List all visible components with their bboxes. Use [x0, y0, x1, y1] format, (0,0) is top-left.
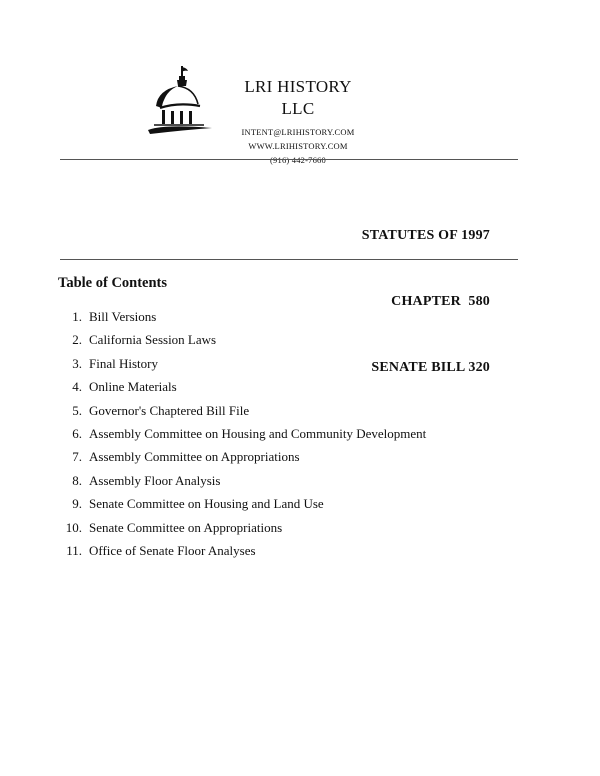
toc-item-senate-housing[interactable]: [60, 492, 426, 515]
toc-label: Senate Committee on Housing and Land Use: [89, 496, 324, 512]
toc-label: Bill Versions: [89, 309, 157, 324]
toc-item-bill-versions[interactable]: [60, 305, 426, 328]
toc-number: 5.: [72, 402, 82, 418]
toc-list: [60, 305, 426, 562]
bill-number: SENATE BILL 320: [371, 360, 490, 375]
toc-label: Assembly Floor Analysis: [89, 472, 221, 488]
company-website[interactable]: WWW.LRIHISTORY.COM: [248, 141, 348, 151]
toc-item-session-laws[interactable]: [60, 328, 426, 351]
toc-item-assembly-floor[interactable]: [60, 469, 426, 492]
toc-number: 4.: [72, 379, 82, 395]
toc-label: Online Materials: [89, 379, 177, 395]
toc-number: 3.: [72, 355, 82, 371]
statutes-year: STATUTES OF 1997: [361, 228, 490, 243]
toc-title: Table of Contents: [58, 275, 168, 291]
toc-number: 9.: [72, 496, 82, 512]
toc-item-senate-appropriations[interactable]: [60, 516, 426, 539]
toc-number: 7.: [72, 449, 82, 465]
toc-label: California Session Laws: [89, 332, 217, 348]
toc-label: Office of Senate Floor Analyses: [89, 542, 256, 558]
toc-item-online-materials[interactable]: [60, 375, 426, 398]
toc-item-final-history[interactable]: [60, 352, 426, 375]
toc-number: 11.: [66, 542, 82, 558]
toc-number: 10.: [65, 519, 82, 535]
toc-label: Final History: [89, 355, 158, 371]
company-phone: (916) 442-7660: [270, 155, 326, 165]
company-name: LRI HISTORY LLC: [244, 77, 352, 118]
toc-number: 1.: [72, 309, 82, 324]
toc-label: Assembly Committee on Housing and Community Development: [89, 425, 427, 441]
toc-label: Governor's Chaptered Bill File: [89, 402, 250, 418]
toc-number: 8.: [72, 472, 82, 488]
toc-number: 6.: [72, 425, 82, 441]
toc-item-senate-floor[interactable]: [60, 539, 426, 562]
top-divider: [60, 159, 518, 160]
toc-label: Assembly Committee on Appropriations: [89, 449, 300, 465]
bottom-divider: [60, 259, 518, 260]
toc-number: 2.: [72, 332, 82, 348]
company-block: [228, 76, 368, 167]
toc-item-assembly-appropriations[interactable]: [60, 445, 426, 468]
company-email[interactable]: INTENT@LRIHISTORY.COM: [241, 127, 355, 137]
toc-item-governor-file[interactable]: [60, 399, 426, 422]
toc-label: Senate Committee on Appropriations: [89, 519, 283, 535]
toc-item-assembly-housing[interactable]: [60, 422, 426, 445]
capitol-dome-icon: [144, 64, 216, 140]
chapter-number: CHAPTER 580: [391, 294, 490, 309]
